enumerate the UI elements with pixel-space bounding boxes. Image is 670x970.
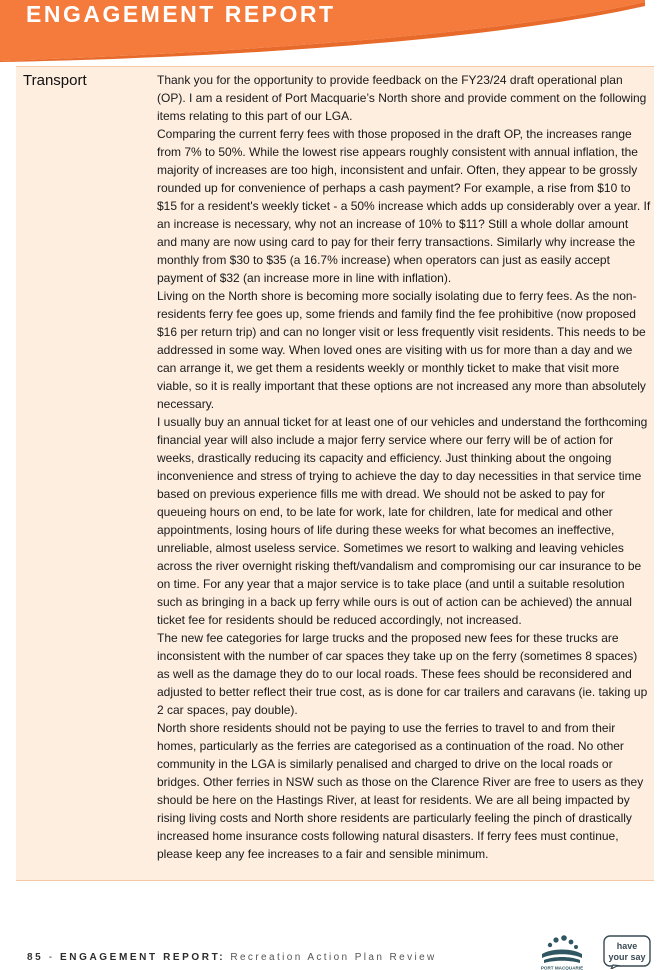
footer-separator: - (43, 952, 61, 963)
header-banner (0, 0, 670, 62)
page-footer (27, 952, 437, 963)
footer-subtitle: Recreation Action Plan Review (225, 952, 437, 963)
footer-label: ENGAGEMENT REPORT: (60, 952, 226, 963)
logo-line1: have (616, 941, 638, 951)
submission-paragraph: The new fee categories for large trucks and the proposed new fees for these trucks are inconsistent with the number of car spaces they take up on the ferry (sometimes 8 spaces) as well as the damage they do to our local roads. These fees should be reconsidered and adjusted to better reflect their true cost, as is done for car trailers and caravans (ie. taking up 2 car spaces, pay double). (157, 631, 648, 717)
submission-topic: Transport (23, 72, 87, 89)
submission-paragraph: North shore residents should not be paying to use the ferries to travel to and from their homes, particularly as the ferries are categorised as a continuation of the road. No other community in the LGA is similarly penalised and charged to drive on the local roads or bridges. Other ferries in NSW such as those on the Clarence River are free to users as they should be here on the Hastings River, at least for residents. We are all being impacted by rising living costs and North shore residents are particularly feeling the pinch of drastically increased home insurance costs following natural disasters. If ferry fees must continue, please keep any fee increases to a fair and sensible minimum. (157, 721, 644, 861)
page-header-title: ENGAGEMENT REPORT (26, 1, 336, 27)
logo-line2: your say (608, 952, 646, 962)
page-number: 85 (27, 952, 44, 963)
submission-paragraph: I usually buy an annual ticket for at least one of our vehicles and understand the forthcoming financial year will also include a major ferry service where our ferry will be of action for weeks, drastically reducing its capacity and efficiency. Just thinking about the ongoing inconvenience and stress of trying to achieve the day to day necessities in that service time based on previous experience fills me with dread. We should not be asked to pay for queueing hours on end, to be late for work, late for children, late for medical and other appointments, losing hours of life during these weeks for what becomes an ineffective, unreliable, almost useless service. Sometimes we resort to walking and leaving vehicles across the river overnight risking theft/vandalism and compromising our car insurance to be on time. For any year that a major service is to take place (and until a suitable resolution such as bringing in a back up ferry while ours is out of action can be achieved) the annual ticket fee for residents should be reduced accordingly, not increased. (157, 415, 648, 627)
submission-paragraph: Thank you for the opportunity to provide feedback on the FY23/24 draft operational plan (OP). I am a resident of Port Macquarie’s North shore and provide comment on the following items relating to this part of our LGA. (157, 73, 647, 123)
submission-body (157, 71, 651, 863)
submission-table-row (16, 66, 654, 881)
have-your-say-logo (603, 935, 651, 969)
submission-paragraph: Comparing the current ferry fees with those proposed in the draft OP, the increases range from 7% to 50%. While the lowest rise appears roughly consistent with annual inflation, the majority of increases are too high, inconsistent and unfair. Often, they appear to be grossly rounded up for convenience of perhaps a cash payment? For example, a rise from $10 to $15 for a resident's weekly ticket - a 50% increase which adds up considerably over a year. If an increase is necessary, why not an increase of 10% to $11? Still a whole dollar amount and many are now using card to pay for their ferry transactions. Similarly why increase the monthly from $30 to $35 (a 16.7% increase) when operators can just as easily accept payment of $32 (an increase more in line with inflation). (157, 127, 651, 285)
port-macquarie-logo (536, 934, 588, 970)
submission-paragraph: Living on the North shore is becoming more socially isolating due to ferry fees. As the non-residents ferry fee goes up, some friends and family find the fee prohibitive (now proposed $16 per return trip) and can no longer visit or less frequently visit residents. This needs to be addressed in some way. When loved ones are visiting with us for more than a day and we can arrange it, we get them a residents weekly or monthly ticket to make that visit more viable, so it is really important that these options are not increased any more than absolutely necessary. (157, 289, 646, 411)
logo-text: PORT MACQUARIE (540, 965, 584, 970)
